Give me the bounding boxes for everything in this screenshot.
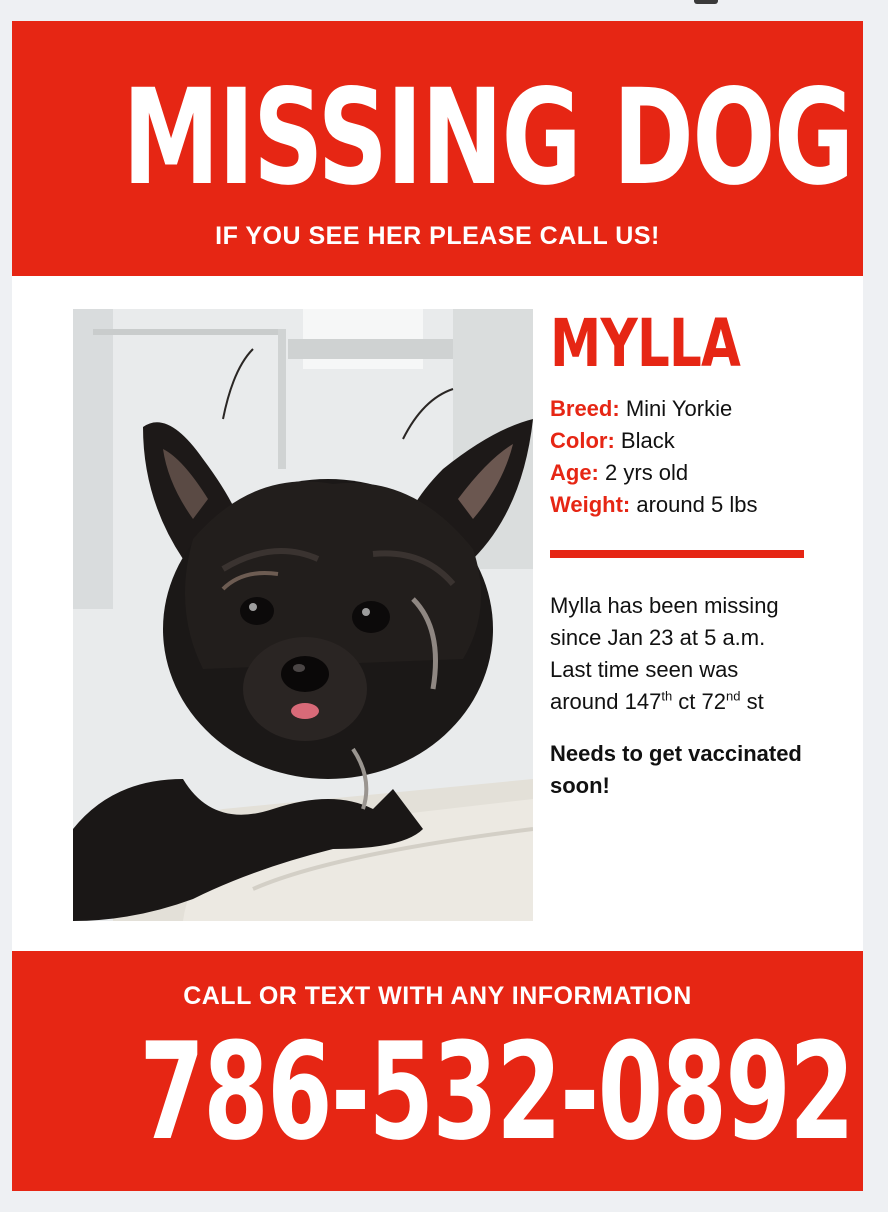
detail-label: Age: — [550, 460, 599, 485]
dog-photo — [73, 309, 533, 921]
yorkie-photo-illustration — [73, 309, 533, 921]
window-top-strip — [0, 0, 888, 20]
detail-value: 2 yrs old — [605, 460, 689, 485]
detail-row-color — [550, 425, 757, 457]
detail-row-weight — [550, 489, 757, 521]
detail-value: around 5 lbs — [636, 492, 758, 517]
location-part: around 147 — [550, 689, 662, 714]
dog-details-list — [550, 393, 757, 521]
poster-title: MISSING DOG — [122, 61, 853, 215]
description-line: Mylla has been missing — [550, 593, 779, 618]
detail-label: Color: — [550, 428, 615, 453]
contact-banner — [12, 951, 863, 1191]
description-line: since Jan 23 at 5 a.m. — [550, 625, 766, 650]
detail-label: Breed: — [550, 396, 620, 421]
location-part: st — [740, 689, 764, 714]
phone-number: 786-532-0892 — [139, 1014, 854, 1170]
poster-subtitle: IF YOU SEE HER PLEASE CALL US! — [215, 222, 660, 250]
section-divider — [550, 550, 804, 558]
ordinal-suffix: nd — [725, 688, 741, 704]
detail-value: Black — [620, 428, 675, 453]
ordinal-suffix: th — [661, 688, 673, 704]
contact-instruction: CALL OR TEXT WITH ANY INFORMATION — [183, 982, 692, 1010]
dog-name: MYLLA — [550, 305, 741, 382]
detail-row-breed — [550, 393, 757, 425]
location-part: ct 72 — [672, 689, 726, 714]
description-line-location — [550, 686, 779, 718]
missing-dog-poster — [12, 21, 863, 1191]
description-line: Last time seen was — [550, 657, 739, 682]
header-banner — [12, 21, 863, 276]
missing-description — [550, 590, 779, 718]
detail-label: Weight: — [550, 492, 631, 517]
detail-row-age — [550, 457, 757, 489]
detail-value: Mini Yorkie — [625, 396, 733, 421]
window-handle — [694, 0, 718, 4]
vaccination-note: Needs to get vaccinated soon! — [550, 741, 802, 798]
